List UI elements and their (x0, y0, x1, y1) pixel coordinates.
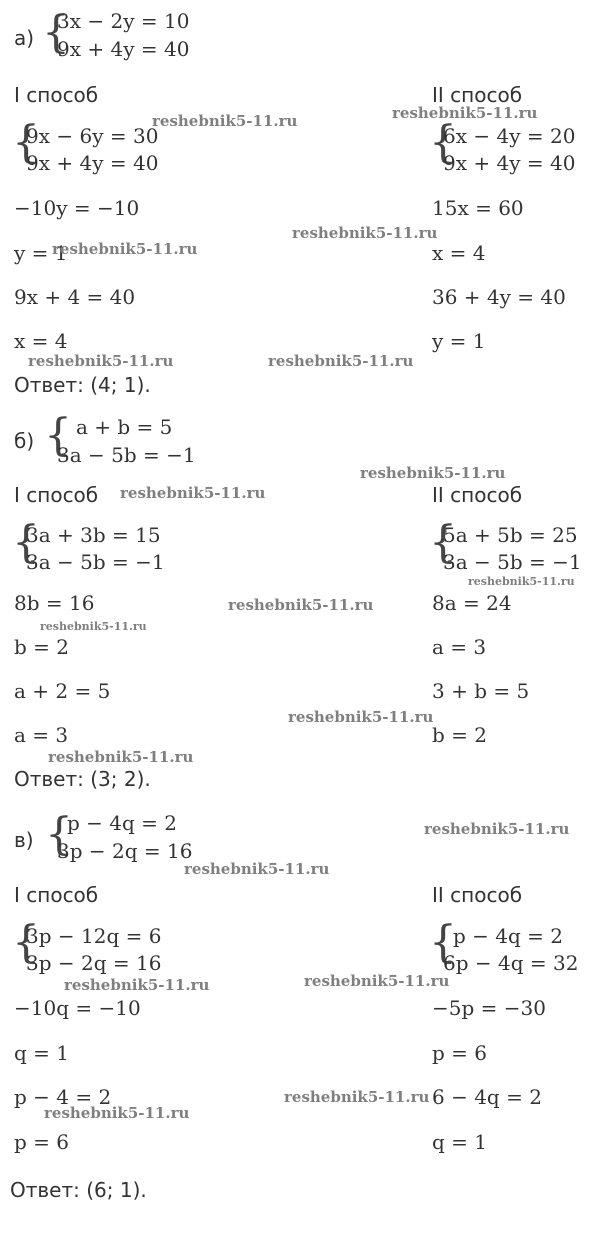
part-b-m2-step-3: 3 + b = 5 (432, 679, 530, 703)
part-c-m2-step-4: q = 1 (432, 1130, 487, 1154)
watermark: reshebnik5-11.ru (52, 240, 198, 258)
watermark: reshebnik5-11.ru (228, 596, 374, 614)
brace: { (429, 917, 457, 968)
part-a-m2-step-4: y = 1 (432, 329, 486, 353)
part-a-m2-eq-2: 9x + 4y = 40 (443, 151, 576, 175)
part-c-eq-1: p − 4q = 2 (67, 811, 177, 835)
part-c-m1-eq-2: 3p − 2q = 16 (26, 951, 162, 975)
watermark: reshebnik5-11.ru (152, 112, 298, 130)
part-c-method1-title: I способ (14, 883, 99, 907)
watermark: reshebnik5-11.ru (284, 1088, 430, 1106)
part-c-m1-step-2: q = 1 (14, 1041, 69, 1065)
part-c-m2-step-3: 6 − 4q = 2 (432, 1085, 542, 1109)
brace: { (42, 7, 70, 58)
part-b-label: б) (14, 429, 35, 453)
part-b-m1-eq-2: 3a − 5b = −1 (26, 550, 165, 574)
brace: { (429, 117, 457, 168)
part-a-m1-eq-1: 9x − 6y = 30 (26, 124, 159, 148)
part-a-method1-title: I способ (14, 83, 99, 107)
part-c-m1-step-1: −10q = −10 (14, 996, 141, 1020)
watermark: reshebnik5-11.ru (424, 820, 570, 838)
watermark: reshebnik5-11.ru (48, 748, 194, 766)
part-c-eq-2: 3p − 2q = 16 (57, 839, 193, 863)
part-c-method2-title: II способ (432, 883, 523, 907)
part-b-method2-title: II способ (432, 483, 523, 507)
part-b-eq-1: a + b = 5 (76, 415, 173, 439)
part-a-m1-step-4: x = 4 (14, 329, 68, 353)
part-a-m2-step-1: 15x = 60 (432, 196, 524, 220)
part-c-m2-step-2: p = 6 (432, 1041, 487, 1065)
part-c-m1-step-3: p − 4 = 2 (14, 1085, 112, 1109)
brace: { (12, 117, 40, 168)
watermark: reshebnik5-11.ru (468, 575, 575, 588)
brace: { (12, 517, 40, 568)
part-a-m2-step-2: x = 4 (432, 241, 486, 265)
watermark: reshebnik5-11.ru (40, 620, 147, 633)
brace: { (44, 410, 72, 461)
part-a-eq-1: 3x − 2y = 10 (57, 9, 190, 33)
part-b-m2-step-1: 8a = 24 (432, 591, 512, 615)
part-b-m1-step-4: a = 3 (14, 723, 69, 747)
brace: { (12, 917, 40, 968)
watermark: reshebnik5-11.ru (44, 1104, 190, 1122)
part-a-m1-step-3: 9x + 4 = 40 (14, 285, 136, 309)
watermark: reshebnik5-11.ru (360, 464, 506, 482)
part-b-method1-title: I способ (14, 483, 99, 507)
part-a-m1-step-2: y = 1 (14, 241, 68, 265)
part-c-m2-eq-2: 6p − 4q = 32 (443, 951, 579, 975)
part-a-m2-eq-1: 6x − 4y = 20 (443, 124, 576, 148)
part-a-eq-2: 9x + 4y = 40 (57, 37, 190, 61)
part-c-m2-step-1: −5p = −30 (432, 996, 546, 1020)
brace: { (429, 517, 457, 568)
part-a-answer: Ответ: (4; 1). (14, 373, 151, 397)
part-b-m1-step-2: b = 2 (14, 635, 69, 659)
part-a-label: а) (14, 26, 35, 50)
part-b-m2-eq-1: 5a + 5b = 25 (443, 523, 578, 547)
part-a-m1-eq-2: 9x + 4y = 40 (26, 151, 159, 175)
watermark: reshebnik5-11.ru (304, 972, 450, 990)
part-c-m2-eq-1: p − 4q = 2 (453, 924, 563, 948)
part-b-m1-step-3: a + 2 = 5 (14, 679, 111, 703)
part-a-m1-step-1: −10y = −10 (14, 196, 140, 220)
part-c-answer: Ответ: (6; 1). (10, 1178, 147, 1202)
watermark: reshebnik5-11.ru (120, 484, 266, 502)
part-b-eq-2: 3a − 5b = −1 (57, 443, 196, 467)
part-b-m2-eq-2: 3a − 5b = −1 (443, 550, 582, 574)
watermark: reshebnik5-11.ru (28, 352, 174, 370)
watermark: reshebnik5-11.ru (268, 352, 414, 370)
brace: { (45, 809, 73, 860)
part-b-m1-step-1: 8b = 16 (14, 591, 95, 615)
part-a-method2-title: II способ (432, 83, 523, 107)
part-c-m1-step-4: p = 6 (14, 1130, 69, 1154)
watermark: reshebnik5-11.ru (184, 860, 330, 878)
watermark: reshebnik5-11.ru (392, 104, 538, 122)
part-b-m2-step-4: b = 2 (432, 723, 487, 747)
part-c-m1-eq-1: 3p − 12q = 6 (26, 924, 162, 948)
part-b-m1-eq-1: 3a + 3b = 15 (26, 523, 161, 547)
watermark: reshebnik5-11.ru (64, 976, 210, 994)
watermark: reshebnik5-11.ru (292, 224, 438, 242)
watermark: reshebnik5-11.ru (288, 708, 434, 726)
part-a-m2-step-3: 36 + 4y = 40 (432, 285, 566, 309)
part-b-answer: Ответ: (3; 2). (14, 767, 151, 791)
part-b-m2-step-2: a = 3 (432, 635, 487, 659)
part-c-label: в) (14, 828, 34, 852)
